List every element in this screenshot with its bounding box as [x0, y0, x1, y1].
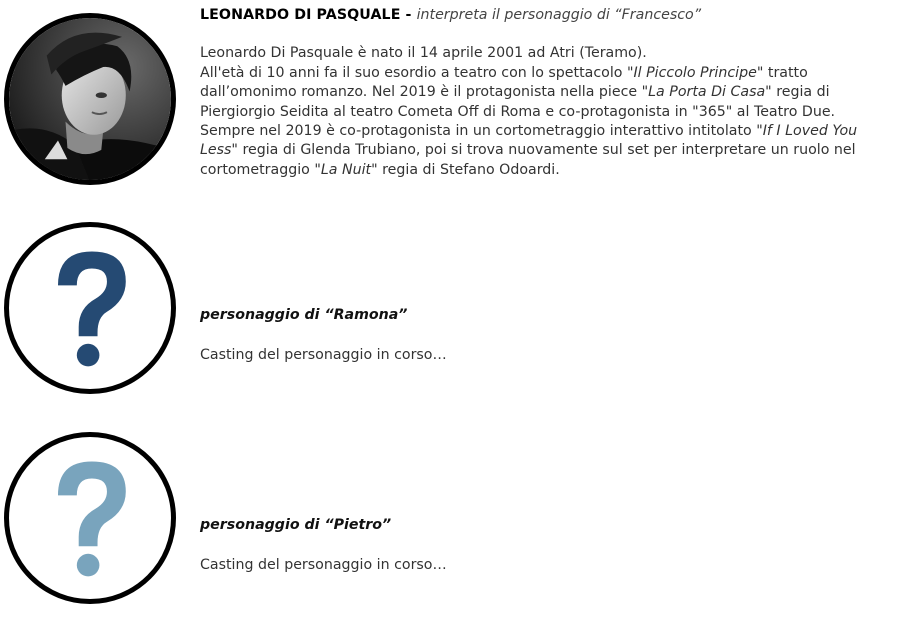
bio-text: Sempre nel 2019 è co-protagonista in un cortometraggio interattivo intitolato "	[200, 123, 763, 140]
casting-status: Casting del personaggio in corso…	[200, 557, 447, 574]
placeholder-avatar	[4, 222, 176, 394]
bio-line-1: Leonardo Di Pasquale è nato il 14 aprile 2001 ad Atri (Teramo).	[200, 45, 647, 62]
bio-text: " regia di Stefano Odoardi.	[371, 161, 560, 178]
role-label: personaggio di “Ramona”	[200, 307, 408, 323]
actor-name: LEONARDO DI PASQUALE	[200, 7, 401, 23]
work-title: Il Piccolo Principe	[633, 64, 757, 81]
cast-heading	[200, 6, 898, 25]
cast-text-ramona	[200, 306, 898, 366]
actor-avatar	[4, 13, 176, 185]
heading-separator: -	[400, 7, 417, 23]
work-title: La Porta Di Casa	[648, 84, 766, 101]
bio-text: All'età di 10 anni fa il suo esordio a teatro con lo spettacolo "	[200, 64, 634, 81]
work-title: If I Loved You Less	[200, 123, 858, 159]
question-mark-icon	[9, 437, 171, 599]
work-title: La Nuit	[320, 161, 372, 178]
bio-text: " regia di Glenda Trubiano, poi si trova nuovamente sul set per interpretare un ruolo nel cortometraggio "	[200, 142, 856, 178]
role-label: interpreta il personaggio di “Francesco”	[416, 7, 702, 23]
casting-status: Casting del personaggio in corso…	[200, 347, 447, 364]
cast-text-francesco	[200, 6, 898, 180]
actor-portrait	[9, 18, 171, 180]
placeholder-avatar	[4, 432, 176, 604]
bio-text: " regia di Piergiorgio Seidita al teatro Cometa Off di Roma e co-protagonista in "365" al Teatro Due.	[200, 84, 836, 120]
cast-text-pietro	[200, 516, 898, 576]
bio-text: " tratto dall’omonimo romanzo. Nel 2019 è il protagonista nella piece "	[200, 64, 808, 101]
role-label: personaggio di “Pietro”	[200, 517, 392, 533]
question-mark-icon	[9, 227, 171, 389]
actor-bio	[200, 44, 898, 180]
